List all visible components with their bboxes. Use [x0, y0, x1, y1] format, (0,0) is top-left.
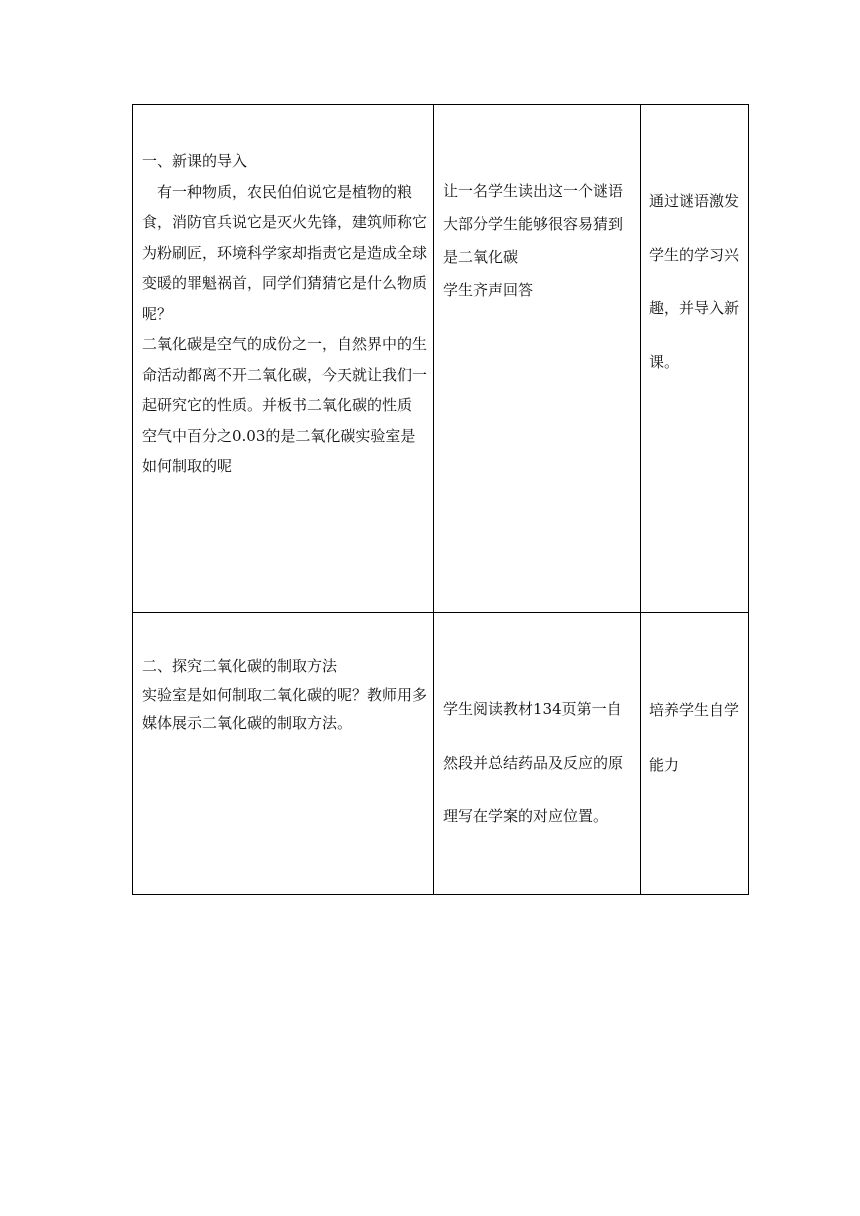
lesson-plan-table [132, 104, 749, 895]
design-purpose-cell [641, 105, 749, 613]
design-purpose-text: 通过谜语激发学生的学习兴趣，并导入新课。 [649, 192, 740, 371]
teacher-activity-text: 一、新课的导入 有一种物质，农民伯伯说它是植物的粮食，消防官兵说它是灭火先锋，建筑师称它为粉刷匠，环境科学家却指责它是造成全球变暖的罪魁祸首，同学们猜猜它是什么物质呢？ 二氧化碳是空气的成份之一，自然界中的生命活动都离不开二氧化碳，今天就让我们一起研究它的性质。并板书二氧化碳的性质 空气中百分之0.03的是二氧化碳实验室是如何制取的呢 [142, 152, 428, 475]
design-purpose-cell [641, 613, 749, 895]
design-purpose-text: 培养学生自学能力 [649, 701, 740, 774]
student-activity-cell [434, 105, 641, 613]
teacher-activity-cell [133, 613, 434, 895]
table-row [133, 613, 749, 895]
student-activity-text: 学生阅读教材134页第一自然段并总结药品及反应的原理写在学案的对应位置。 [443, 700, 624, 825]
teacher-activity-cell [133, 105, 434, 613]
student-activity-cell [434, 613, 641, 895]
table-row [133, 105, 749, 613]
student-activity-text: 让一名学生读出这一个谜语 大部分学生能够很容易猜到是二氧化碳 学生齐声回答 [443, 182, 624, 299]
teacher-activity-text: 二、探究二氧化碳的制取方法 实验室是如何制取二氧化碳的呢？教师用多媒体展示二氧化碳的制取方法。 [142, 657, 428, 732]
